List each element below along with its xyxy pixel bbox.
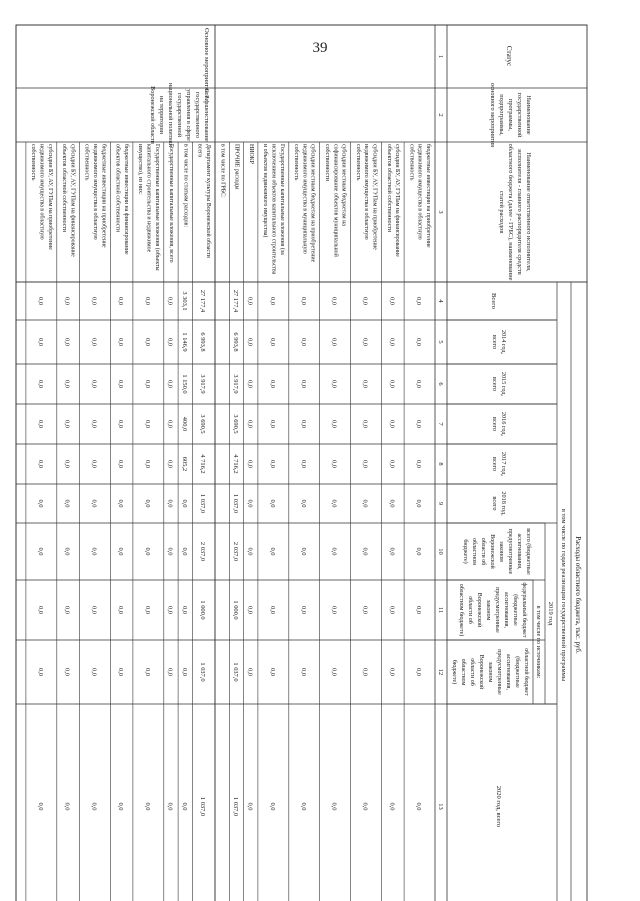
cell-value: 0,0 [268, 802, 276, 811]
cell-value: 1 037,0 [199, 662, 207, 682]
cell-value: 1 037,0 [231, 796, 239, 817]
federal-header: области об [467, 596, 473, 624]
cell-value: 0,0 [299, 499, 307, 508]
cell-value: 0,0 [299, 460, 307, 468]
cell-value: 0,0 [36, 297, 44, 305]
cell-value: 0,0 [143, 802, 151, 811]
program-cell: государственной [176, 92, 183, 138]
status-header: Статус [505, 45, 513, 67]
year-header: всего [491, 376, 498, 392]
cell-value: 0,0 [166, 420, 174, 428]
cell-value: 0,0 [299, 420, 307, 428]
row-label: Государственные капитальные вложения (за [278, 144, 285, 255]
cell-value: 0,0 [90, 802, 98, 811]
row-label: софинансирование объектов муниципальной [332, 144, 339, 257]
cell-value: 0,0 [330, 802, 338, 811]
cell-value: 0,0 [143, 499, 151, 508]
cell-value: 0,0 [415, 606, 423, 614]
row-label: имущество), из них: [137, 144, 144, 195]
program-cell: управления в сфере [185, 89, 192, 141]
cell-value: 0,0 [415, 802, 423, 811]
total-2019-header: предусмотренные [507, 528, 513, 575]
row-label: собственность [30, 144, 37, 181]
column-number: 2 [437, 113, 444, 117]
cell-value: 0,0 [117, 297, 125, 305]
cell-value: 0,0 [90, 668, 98, 676]
regional-header: областной бюджет [523, 648, 529, 696]
cell-value: 0,0 [117, 460, 125, 468]
cell-value: 0,0 [388, 420, 396, 428]
program-header: государственной [516, 92, 523, 138]
cell-value: 0,0 [90, 338, 98, 346]
cell-value: 0,0 [90, 606, 98, 614]
cell-value: 0,0 [330, 297, 338, 305]
cell-value: 0,0 [330, 460, 338, 468]
cell-value: 400,0 [180, 416, 188, 432]
cell-value: 0,0 [246, 606, 254, 614]
row-label: бюджетные инвестиции на финансирование [122, 144, 129, 255]
year-header: 2014 год, [500, 329, 507, 355]
cell-value: 0,0 [388, 547, 396, 556]
cell-value: 1 037,0 [231, 493, 239, 514]
row-label: Государственные капитальные вложения (объекты [153, 144, 160, 271]
cell-value: 0,0 [415, 499, 423, 508]
cell-value: 0,0 [90, 297, 98, 305]
row-label: собственности [324, 144, 330, 181]
cell-value: 0,0 [63, 802, 71, 811]
row-label: собственность [354, 144, 361, 181]
program-cell: на территории [158, 96, 165, 134]
cell-value: 3 917,9 [231, 374, 239, 394]
regional-header: предусмотренные [496, 649, 502, 695]
cell-value: 0,0 [143, 380, 151, 388]
cell-value: 0,0 [36, 338, 44, 346]
cell-value: 0,0 [166, 380, 174, 388]
year-header: 2016 год, [500, 411, 507, 437]
cell-value: 0,0 [388, 380, 396, 388]
cell-value: 0,0 [268, 460, 276, 468]
row-label: ПРОЧИЕ расходы [233, 144, 240, 190]
cell-value: 0,0 [415, 420, 423, 428]
cell-value: 0,0 [63, 420, 71, 428]
cell-value: 0,0 [299, 297, 307, 305]
column-number: 4 [437, 299, 444, 303]
cell-value: 605,2 [180, 456, 188, 472]
cell-value: 0,0 [361, 499, 369, 508]
cell-value: 0,0 [166, 547, 174, 556]
cell-value: 0,0 [299, 802, 307, 811]
cell-value: 0,0 [330, 338, 338, 346]
cell-value: 27 177,4 [199, 289, 207, 313]
cell-value: 0,0 [415, 297, 423, 305]
row-label: бюджетные инвестиции на приобретение [425, 144, 431, 248]
cell-value: 4 716,2 [199, 454, 207, 474]
column-number: 11 [437, 606, 444, 614]
row-label: исключением объектов капитального строительства [270, 144, 277, 275]
cell-value: 4 716,2 [231, 454, 239, 474]
cell-value: 0,0 [299, 338, 307, 346]
row-label: и объектов недвижимого имущества) [262, 144, 269, 238]
cell-value: 0,0 [268, 420, 276, 428]
total-2019-header: законом [498, 541, 504, 562]
total-2019-header: ассигнования, [516, 533, 522, 570]
cell-value: 0,0 [63, 460, 71, 468]
cell-value: 0,0 [63, 668, 71, 676]
cell-value: 0,0 [330, 547, 338, 556]
cell-value: 0,0 [117, 547, 125, 556]
cell-value: 0,0 [330, 499, 338, 508]
regional-header: бюджете) [451, 659, 457, 685]
cell-value: 0,0 [361, 606, 369, 614]
cell-value: 6 993,8 [199, 332, 207, 352]
cell-value: 0,0 [268, 380, 276, 388]
cell-value: 0,0 [246, 460, 254, 468]
cell-value: 0,0 [299, 380, 307, 388]
cell-value: 2 037,0 [231, 541, 239, 562]
table-cells [30, 28, 582, 827]
cell-value: 0,0 [388, 606, 396, 614]
responsible-header: статей расходов [498, 190, 505, 234]
cell-value: 0,0 [246, 420, 254, 428]
cell-value: 1 037,0 [199, 796, 207, 817]
cell-value: 0,0 [246, 380, 254, 388]
program-cell: государственного [194, 91, 201, 139]
federal-header: областном бюджете) [458, 583, 464, 637]
federal-header: Воронежской [476, 592, 482, 628]
program-header: основного мероприятия [489, 82, 496, 148]
cell-value: 0,0 [90, 420, 98, 428]
year-header: 2017 год, [500, 451, 507, 477]
cell-value: 0,0 [246, 547, 254, 556]
cell-value: 0,0 [63, 380, 71, 388]
cell-value: 0,0 [299, 668, 307, 676]
cell-value: 0,0 [246, 802, 254, 811]
cell-value: 0,0 [268, 297, 276, 305]
status-cell: Основное мероприятие 7.1 [203, 28, 210, 104]
cell-value: 0,0 [415, 460, 423, 468]
year-2020-header: 2020 год, всего [495, 785, 502, 828]
row-label: объектов областной собственности [385, 144, 392, 233]
column-number: 13 [437, 803, 444, 810]
federal-header: (бюджетные [512, 594, 518, 626]
cell-value: 0,0 [63, 338, 71, 346]
cell-value: 0,0 [361, 297, 369, 305]
cell-value: 0,0 [361, 380, 369, 388]
regional-header: областном [460, 658, 466, 686]
regional-header: области об [469, 658, 475, 686]
column-number: 8 [437, 462, 444, 466]
row-label: недвижимого имущества в областную [38, 144, 45, 240]
cell-value: 0,0 [415, 668, 423, 676]
program-cell: Совершенствование [203, 88, 210, 142]
cell-value: 0,0 [388, 297, 396, 305]
cell-value: 27 177,4 [231, 289, 239, 313]
cell-value: 0,0 [180, 499, 188, 508]
cell-value: 0,0 [330, 420, 338, 428]
row-label: собственность [293, 144, 300, 181]
cell-value: 0,0 [246, 668, 254, 676]
row-label: НИОКР [247, 144, 254, 164]
regional-header: ассигнования, [505, 654, 511, 690]
cell-value: 0,0 [361, 460, 369, 468]
responsible-header: областного бюджета (далее - ГРБС), наименование [507, 143, 514, 281]
total-2019-header: всего (бюджетные [525, 528, 531, 575]
cell-value: 0,0 [388, 338, 396, 346]
cell-value: 1 037,0 [231, 662, 239, 682]
year-header: 2015 год, [500, 371, 507, 397]
cell-value: 0,0 [90, 547, 98, 556]
cell-value: 3 303,1 [180, 291, 188, 311]
cell-value: 0,0 [143, 606, 151, 614]
row-label: Государственные капитальные вложения, всего [168, 144, 175, 263]
regional-header: Воронежской [478, 654, 484, 690]
cell-value: 0,0 [63, 297, 71, 305]
cell-value: 0,0 [36, 606, 44, 614]
row-label: субсидии БУ, АУ, ГУПам на финансирование [394, 144, 401, 257]
total-2019-header: бюджете) [462, 539, 468, 564]
cell-value: 0,0 [166, 297, 174, 305]
row-label: капитального строительства и недвижимое [145, 144, 152, 253]
cell-value: 0,0 [117, 380, 125, 388]
program-header: программы, [507, 99, 514, 131]
cell-value: 0,0 [36, 380, 44, 388]
program-cell: национальной политики [167, 82, 174, 148]
year-2019-header: 2019 год [547, 601, 554, 626]
cell-value: 0,0 [143, 297, 151, 305]
row-label: бюджетные инвестиции на приобретение [100, 144, 107, 248]
cell-value: 0,0 [117, 338, 125, 346]
cell-value: 0,0 [90, 460, 98, 468]
cell-value: 0,0 [268, 338, 276, 346]
row-label: субсидии местным бюджетам на [340, 144, 347, 226]
cell-value: 1 150,0 [180, 374, 188, 394]
column-number: 12 [437, 668, 444, 676]
row-label: недвижимого имущества в муниципальную [301, 144, 308, 254]
cell-value: 3 690,5 [231, 414, 239, 434]
cell-value: 0,0 [143, 547, 151, 556]
row-label: объектов областной собственности [114, 144, 121, 233]
cell-value: 1 146,9 [180, 332, 188, 352]
cell-value: 0,0 [143, 668, 151, 676]
cell-value: 0,0 [166, 606, 174, 614]
cell-value: 0,0 [388, 668, 396, 676]
cell-value: 0,0 [361, 547, 369, 556]
cell-value: 0,0 [117, 420, 125, 428]
cell-value: 0,0 [36, 547, 44, 556]
cell-value: 0,0 [330, 668, 338, 676]
cell-value: 0,0 [361, 338, 369, 346]
responsible-header: исполнителя - главного распорядителя средств [516, 149, 523, 275]
cell-value: 0,0 [63, 606, 71, 614]
row-label: недвижимого имущества в областную [92, 144, 98, 240]
by-years-header: в том числе по годам реализации государственной программы [560, 508, 567, 682]
cell-value: 0,0 [388, 460, 396, 468]
row-label: собственность [408, 144, 415, 181]
cell-value: 6 993,8 [231, 332, 239, 352]
cell-value: 3 690,5 [199, 414, 207, 434]
responsible-header: Наименование ответственного исполнителя, [525, 152, 532, 272]
cell-value: 0,0 [180, 547, 188, 556]
cell-value: 0,0 [361, 668, 369, 676]
cell-value: 0,0 [36, 802, 44, 811]
cell-value: 0,0 [180, 606, 188, 614]
cell-value: 0,0 [36, 499, 44, 508]
cell-value: 0,0 [90, 499, 98, 508]
cell-value: 0,0 [117, 499, 125, 508]
cell-value: 0,0 [361, 802, 369, 811]
column-number: 9 [437, 501, 444, 506]
cell-value: 0,0 [166, 338, 174, 346]
cell-value: 0,0 [143, 420, 151, 428]
cell-value: 1 000,0 [199, 600, 207, 620]
row-label: недвижимого имущества в областную [363, 144, 370, 240]
cell-value: 0,0 [143, 460, 151, 468]
row-label: недвижимого имущества в областную [416, 144, 423, 240]
program-header: Наименование [525, 95, 532, 135]
cell-value: 0,0 [330, 380, 338, 388]
total-2019-header: Воронежской [489, 534, 495, 569]
cell-value: 0,0 [388, 499, 396, 508]
program-cell: Воронежской области [149, 86, 156, 144]
federal-header: предусмотренные [494, 587, 500, 633]
row-label: всего [196, 144, 203, 158]
cell-value: 3 917,9 [199, 374, 207, 394]
cell-value: 0,0 [388, 802, 396, 811]
federal-header: ассигнования, [503, 592, 509, 628]
cell-value: 0,0 [143, 338, 151, 346]
cell-value: 0,0 [415, 380, 423, 388]
row-label: субсидии БУ, АУ, ГУПам на приобретение [46, 144, 53, 250]
row-label: субсидии БУ, АУ, ГУПам на приобретение [371, 144, 378, 250]
regional-header: (бюджетные [514, 656, 520, 688]
cell-value: 1 037,0 [199, 493, 207, 514]
total-2019-header: областном [471, 538, 477, 565]
row-label: объектов областной собственности [61, 144, 68, 233]
federal-header: законом [485, 599, 491, 621]
row-label: собственность [83, 144, 90, 181]
page-number: 39 [312, 40, 328, 56]
cell-value: 0,0 [415, 338, 423, 346]
cell-value: 0,0 [361, 420, 369, 428]
column-number: 3 [437, 210, 444, 214]
cell-value: 0,0 [246, 297, 254, 305]
program-header: подпрограммы, [498, 94, 505, 136]
column-number: 5 [437, 340, 444, 344]
cell-value: 1 000,0 [231, 600, 239, 620]
cell-value: 0,0 [268, 547, 276, 556]
row-label: субсидии местным бюджетам на приобретение [309, 144, 316, 263]
cell-value: 0,0 [246, 499, 254, 508]
cell-value: 0,0 [90, 380, 98, 388]
row-label: Департамент культуры Воронежской области [205, 144, 211, 258]
federal-header: федеральный бюджет [521, 582, 527, 638]
cell-value: 0,0 [268, 499, 276, 508]
cell-value: 0,0 [415, 547, 423, 556]
row-label: субсидии БУ, АУ, ГУПам на финансирование [69, 144, 76, 257]
cell-value: 0,0 [246, 338, 254, 346]
cell-value: 0,0 [330, 606, 338, 614]
total-header: Всего [490, 293, 497, 309]
column-number: 7 [437, 422, 444, 426]
year-header: 2018 год, [500, 491, 507, 516]
cell-value: 0,0 [117, 802, 125, 811]
cell-value: 0,0 [268, 668, 276, 676]
year-header: всего [491, 496, 498, 511]
year-header: всего [491, 334, 498, 350]
expenses-header: Расходы областного бюджета, тыс. руб. [574, 536, 582, 654]
cell-value: 0,0 [117, 606, 125, 614]
cell-value: 0,0 [36, 420, 44, 428]
cell-value: 0,0 [299, 547, 307, 556]
cell-value: 0,0 [63, 499, 71, 508]
row-label: в том числе по статьям расходов: [182, 144, 189, 227]
cell-value: 0,0 [36, 668, 44, 676]
cell-value: 0,0 [63, 547, 71, 556]
regional-header: законом [487, 661, 493, 683]
cell-value: 0,0 [166, 460, 174, 468]
year-header: всего [491, 456, 498, 472]
total-2019-header: области об [480, 537, 486, 566]
cell-value: 2 037,0 [199, 541, 207, 562]
cell-value: 0,0 [166, 668, 174, 676]
cell-value: 0,0 [117, 668, 125, 676]
column-number: 10 [437, 548, 444, 555]
cell-value: 0,0 [36, 460, 44, 468]
by-sources-header: в том числе по источникам: [535, 605, 542, 679]
cell-value: 0,0 [166, 499, 174, 508]
cell-value: 0,0 [268, 606, 276, 614]
column-number: 1 [437, 54, 444, 59]
cell-value: 0,0 [180, 668, 188, 676]
cell-value: 0,0 [166, 802, 174, 811]
cell-value: 0,0 [299, 606, 307, 614]
year-header: всего [491, 416, 498, 432]
row-label: в том числе по ГРБС: [219, 144, 226, 198]
column-number: 6 [437, 382, 444, 386]
cell-value: 0,0 [180, 802, 188, 811]
